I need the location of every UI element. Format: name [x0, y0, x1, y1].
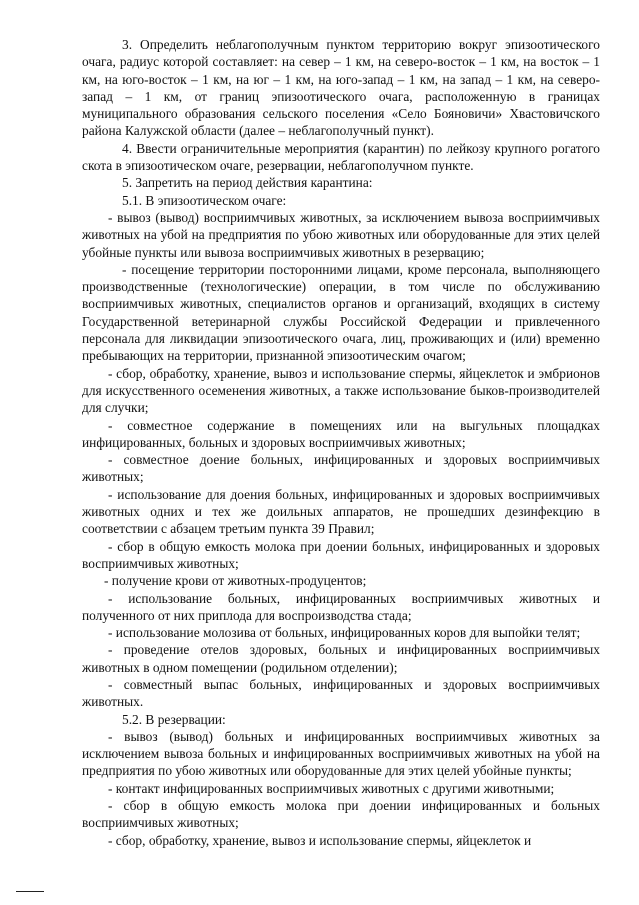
paragraph-item-3: 3. Определить неблагополучным пунктом территорию вокруг эпизоотического очага, радиус которой составляет: на север – 1 км, на северо-восток – 1 км, на восток – 1 км, на юго-восток – 1 км, на юг – 1 км, на юго-запад – 1 км, на запад – 1 км, на северо-запад – 1 км, от границ эпизоотического очага, расположенную в границах муниципального образования сельского поселения «Село Бояновичи» Хвастовичского района Калужской области (далее – неблагополучный пункт). [82, 37, 600, 139]
document-page [82, 36, 600, 849]
list-item: - сбор в общую емкость молока при доении инфицированных и больных восприимчивых животных; [82, 798, 600, 831]
list-item: - использование больных, инфицированных восприимчивых животных и полученного от них приплода для воспроизводства стада; [82, 590, 600, 623]
list-item: - проведение отелов здоровых, больных и инфицированных восприимчивых животных в одном помещении (родильном отделении); [82, 642, 600, 675]
list-item: - сбор в общую емкость молока при доении больных, инфицированных и здоровых восприимчивых животных; [82, 538, 600, 571]
list-item: - совместный выпас больных, инфицированных и здоровых восприимчивых животных. [82, 676, 600, 710]
paragraph-item-5: 5. Запретить на период действия карантина: [122, 175, 373, 191]
paragraph-item-5-2: 5.2. В резервации: [122, 711, 226, 727]
list-item: - вывоз (вывод) больных и инфицированных восприимчивых животных за исключением вывоза больных и инфицированных восприимчивых животных на убой на предприятия по убою животных или оборудованные для этих целей убойные пункты; [82, 728, 600, 779]
paragraph-item-4: 4. Ввести ограничительные мероприятия (карантин) по лейкозу крупного рогатого скота в эпизоотическом очаге, резервации, неблагополучном пункте. [82, 140, 600, 174]
paragraph-item-5-1: 5.1. В эпизоотическом очаге: [122, 192, 287, 208]
list-item: - совместное доение больных, инфицированных и здоровых восприимчивых животных; [82, 452, 600, 485]
list-item: - получение крови от животных-продуцентов; [104, 573, 367, 589]
footer-divider [16, 891, 44, 892]
list-item: - использование для доения больных, инфицированных и здоровых восприимчивых животных одних и тех же доильных аппаратов, не прошедших дезинфекцию в соответствии с абзацем третьим пункта 39 Правил; [82, 486, 600, 537]
list-item: - контакт инфицированных восприимчивых животных с другими животными; [108, 780, 555, 796]
list-item: - сбор, обработку, хранение, вывоз и использование спермы, яйцеклеток и [108, 832, 532, 848]
list-item: - посещение территории посторонними лицами, кроме персонала, выполняющего производственные (технологические) операции, в том числе по обслуживанию восприимчивых животных, специалистов органов и организаций, входящих в систему Государственной ветеринарной службы Российской Федерации и привлеченного персонала для ликвидации эпизоотического очага, лиц, проживающих и (или) временно пребывающих на территории, признанной эпизоотическим очагом; [82, 261, 600, 364]
list-item: - использование молозива от больных, инфицированных коров для выпойки телят; [108, 625, 581, 641]
list-item: - совместное содержание в помещениях или на выгульных площадках инфицированных, больных и здоровых восприимчивых животных; [82, 417, 600, 450]
list-item: - сбор, обработку, хранение, вывоз и использование спермы, яйцеклеток и эмбрионов для искусственного осеменения животных, а также использование быков-производителей для случки; [82, 365, 600, 416]
list-item: - вывоз (вывод) восприимчивых животных, за исключением вывоза восприимчивых животных на убой на предприятия по убою животных или оборудованные для этих целей убойные пункты или вывоза восприимчивых животных в резервацию; [82, 209, 600, 260]
